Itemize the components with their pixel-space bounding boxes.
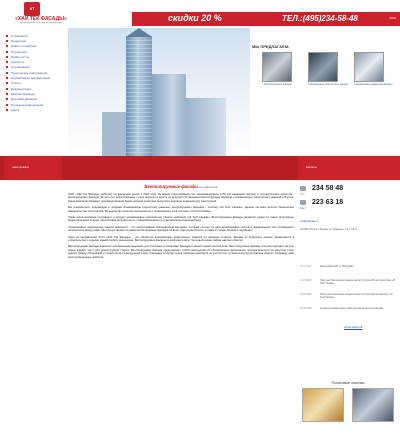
sidebar-item[interactable] — [6, 107, 66, 112]
building-roof — [126, 28, 152, 37]
bullet-icon — [6, 35, 8, 37]
news-date: 11.03.2009 — [300, 280, 312, 282]
building-windows — [126, 36, 152, 156]
offer-label[interactable]: Алюминиевые подвесные фасады — [354, 83, 393, 86]
offer-thumbnail[interactable] — [262, 52, 292, 82]
sidebar-item-label: Статьи — [11, 81, 21, 86]
building-shape — [152, 74, 186, 156]
contacts-panel — [298, 184, 398, 231]
logo-tagline: вентилируемые и светопрозрачные фасады — [20, 22, 62, 24]
site-logo[interactable] — [10, 2, 72, 26]
red-band — [0, 156, 400, 180]
news-date: 27.11.2013 — [300, 266, 312, 268]
main-content — [68, 184, 294, 262]
offer-card[interactable] — [354, 52, 393, 86]
page-title — [68, 184, 294, 189]
sidebar-item-label: Технические информация — [11, 70, 48, 75]
phone-icon — [300, 186, 306, 191]
language-switch[interactable]: RUS — [389, 16, 396, 20]
content-paragraph: Алюминиевые композитные панели (композит) - это многослойный облицовочный материал, который состоит из двух алюминиевых листов и минерального или полимерного наполнителя между ними. Мы осуществляем поставки вентилируемых фасадов по всей территории России, а также в страны ближнего зарубежья. — [68, 225, 294, 233]
offer-title: МЫ ПРЕДЛАГАЕМ: — [252, 44, 290, 49]
sidebar-nav — [6, 33, 66, 112]
bullet-icon — [6, 77, 8, 79]
news-text[interactable]: Открылся новый склад и офис продаж композита в Москве. — [320, 308, 384, 310]
offer-label[interactable]: Вентилируемые фасады — [264, 83, 292, 86]
sidebar-item-label: Нормативная документация — [11, 76, 51, 81]
hero-building-image — [68, 28, 250, 156]
page-title-text: Вентилируемые фасады — [144, 184, 198, 189]
projects-tab-label: наши проекты — [12, 166, 30, 169]
news-item[interactable] — [298, 294, 398, 308]
useful-link-thumbnail[interactable] — [302, 388, 344, 422]
news-item[interactable] — [298, 280, 398, 294]
sidebar-item-label: Контакты — [11, 60, 24, 65]
bullet-icon — [6, 88, 8, 90]
useful-link-thumbnail[interactable] — [352, 388, 394, 422]
logo-badge — [24, 2, 40, 16]
fax-number: 223 63 18 — [312, 199, 344, 206]
bullet-icon — [6, 93, 8, 95]
useful-links-title: Полезные ссылки — [331, 380, 365, 385]
news-text[interactable]: Получено Техническое свидетельство Госстроя РФ на композит «Hi Tech Facade». — [320, 294, 393, 299]
bullet-icon — [6, 61, 8, 63]
content-paragraph: ООО «Хай Тек Фасады» работает на фасадном рынке с 2003 года. За время существования мы зарекомендовали себя как надежный партнер в осуществлении проектов - вентилируемые фасады. За пять лет наша компания с нуля выросла в одного из ведущих поставщиков вентилируемых фасадов и алюминиевых композитных панелей в России. Наша компания обладает производственной базой, которая позволяет выпускать широкую номенклатуру конструкций. — [68, 193, 294, 203]
phone-block — [298, 184, 398, 216]
content-paragraph: Вентилируемые фасады являются оптимальным решением для утепления и облицовки фасадов в нашей климатической зоне. Вентилируемые фасады системы подходят как для новых зданий, так и для реконструкции старых. Вентилируемые фасады представляют собой конструкцию из облицовочных материалов, которая крепится на несущую стену здания. Между облицовкой и стеной остается воздушный зазор, благодаря которому влага свободно удаляется из утеплителя, а сама конструкция фасада надолго сохраняет свои эксплуатационные свойства. — [68, 245, 294, 259]
offer-section — [252, 44, 400, 100]
sidebar-item-label: Сертификаты — [11, 65, 31, 70]
bullet-icon — [6, 104, 8, 106]
contacts-tab[interactable] — [298, 156, 400, 180]
bullet-icon — [6, 40, 8, 42]
bullet-icon — [6, 66, 8, 68]
projects-tab[interactable] — [4, 156, 62, 180]
phone-label: Тел.: — [300, 193, 306, 196]
useful-links — [298, 380, 398, 422]
offer-card[interactable] — [308, 52, 348, 86]
bullet-icon — [6, 56, 8, 58]
bullet-icon — [6, 51, 8, 53]
bullet-icon — [6, 98, 8, 100]
useful-links-row — [298, 388, 398, 422]
sidebar-item-label: Монтаж фасадов — [11, 91, 36, 96]
contact-email[interactable]: info@htfacade.ru — [300, 220, 319, 223]
fax-icon — [300, 200, 306, 205]
news-list — [298, 266, 398, 329]
news-text[interactable]: Распродажа АКП от 400 руб/м2. — [320, 266, 355, 268]
sidebar-item-label: Прайс-листы — [11, 54, 30, 59]
content-paragraph: Одно из направлений ООО «Хай Тек Фасады» - это обработка алюминиевых композитных панелей по желанию клиента. Фасады из композита широко применяются в строительстве и отделке зданий любого назначения. Вентилируемые фасады из композита могут быть выполнены любых цветов и фактур. — [68, 235, 294, 243]
discount-text: скидки 20 % — [168, 13, 222, 23]
header-phone: ТЕЛ.:(495)234-58-48 — [282, 14, 358, 23]
contacts-tab-label: контакты — [306, 166, 317, 169]
building-shape — [186, 98, 226, 156]
phone-number: 234 58 48 — [312, 185, 344, 192]
contact-address: 121099, Россия, г.Москва, ул. Бурденко, д.10, оф. 8 — [300, 228, 357, 231]
bullet-icon — [6, 45, 8, 47]
fax-label: Факс: — [300, 207, 307, 210]
sidebar-item-label: Карта — [11, 107, 20, 112]
news-item[interactable] — [298, 266, 398, 280]
sidebar-item-label: Документация — [11, 86, 31, 91]
sidebar-item-label: Полезная информация — [11, 102, 44, 107]
sidebar-item-label: Портфолио — [11, 49, 27, 54]
site-header — [0, 0, 400, 28]
news-archive-link[interactable]: Архив новостей — [344, 326, 363, 329]
news-date: 12.02.2008 — [300, 308, 312, 310]
offer-label[interactable]: Алюминиевые композитные панели — [308, 83, 348, 86]
sidebar-item-label: Продукция — [11, 38, 27, 43]
sidebar-item-label: О компании — [11, 33, 28, 38]
promo-banner — [132, 12, 400, 26]
content-paragraph: Также наша компания производит и продает алюминиевые композитные панели, компании «Hi Tech Facade». Вентилируемые фасады являются одним из самых популярных видов облицовки зданий, обеспечивая долговечность, пожаробезопасность и великолепный внешний вид. — [68, 216, 294, 223]
bullet-icon — [6, 72, 8, 74]
offer-thumbnail[interactable] — [308, 52, 338, 82]
logo-name: «ХАЙ ТЕК ФАСАДЫ» — [15, 16, 67, 22]
logo-badge-text: ХТ — [29, 6, 35, 11]
sidebar-item-label: Доставка фасадов — [11, 97, 38, 102]
offer-thumbnail[interactable] — [354, 52, 384, 82]
content-paragraph: Мы разработали, производим и продаем алюминиевую подсистему навесных вентилируемых фасадов - систему «Hi Tech Facade». Данная система прошла Техническое Свидетельство Госстроя РФ. Большинство проектов выполняются с применением этой системы «Hi Tech Facade». — [68, 206, 294, 213]
sidebar-item-label: Новости компании — [11, 44, 37, 49]
bullet-icon — [6, 109, 8, 111]
building-shape — [102, 112, 126, 156]
news-text[interactable]: Получено Техническое свидетельство Госстроя РФ на подсистему «Hi Tech Facade». — [320, 280, 396, 285]
offer-card[interactable] — [262, 52, 294, 86]
bullet-icon — [6, 82, 8, 84]
news-item[interactable] — [298, 308, 398, 322]
page-title-sub: из композита — [199, 185, 218, 189]
news-date: 11.03.2008 — [300, 294, 312, 296]
